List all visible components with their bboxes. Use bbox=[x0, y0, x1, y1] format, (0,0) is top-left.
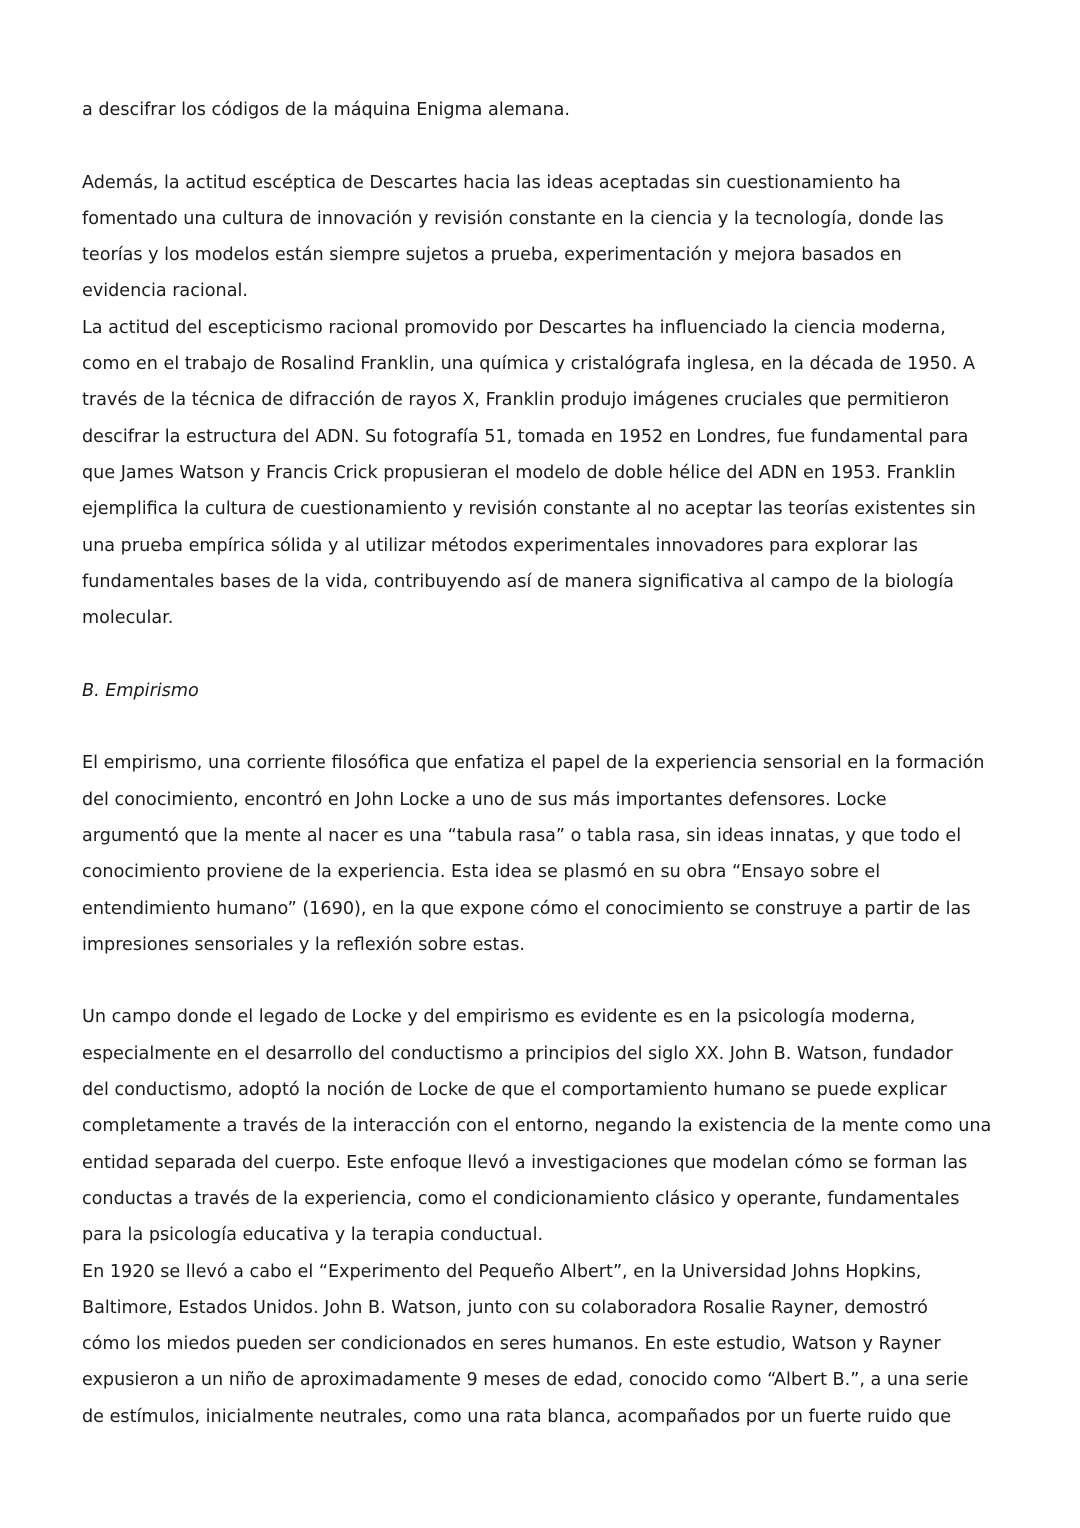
text-line: impresiones sensoriales y la reflexión sobre estas. bbox=[82, 934, 525, 955]
text-line: evidencia racional. bbox=[82, 281, 248, 302]
text-line: argumentó que la mente al nacer es una “tabula rasa” o tabla rasa, sin ideas innatas, y que todo el bbox=[82, 825, 962, 846]
text-line: molecular. bbox=[82, 608, 174, 629]
text-line: El empirismo, una corriente filosófica que enfatiza el papel de la experiencia sensorial en la formación bbox=[82, 753, 985, 774]
paragraph bbox=[82, 745, 1002, 963]
text-line: de estímulos, inicialmente neutrales, como una rata blanca, acompañados por un fuerte ruido que bbox=[82, 1406, 952, 1427]
text-line: fomentado una cultura de innovación y revisión constante en la ciencia y la tecnología, donde las bbox=[82, 208, 944, 229]
text-line: a descifrar los códigos de la máquina Enigma alemana. bbox=[82, 100, 570, 120]
text-line: del conductismo, adoptó la noción de Locke de que el comportamiento humano se puede explicar bbox=[82, 1080, 947, 1101]
text-line: una prueba empírica sólida y al utilizar métodos experimentales innovadores para explorar las bbox=[82, 535, 918, 556]
text-line: ejemplifica la cultura de cuestionamiento y revisión constante al no aceptar las teorías existentes sin bbox=[82, 499, 976, 520]
text-line: expusieron a un niño de aproximadamente 9 meses de edad, conocido como “Albert B.”, a una serie bbox=[82, 1370, 969, 1391]
text-line: que James Watson y Francis Crick propusieran el modelo de doble hélice del ADN en 1953. Franklin bbox=[82, 462, 956, 483]
document-page bbox=[82, 92, 1002, 1435]
text-line: del conocimiento, encontró en John Locke a uno de sus más importantes defensores. Locke bbox=[82, 789, 887, 810]
paragraph-spacer bbox=[82, 128, 1002, 164]
text-line: cómo los miedos pueden ser condicionados en seres humanos. En este estudio, Watson y Rayner bbox=[82, 1334, 941, 1355]
text-line: como en el trabajo de Rosalind Franklin, una química y cristalógrafa inglesa, en la década de 1950. A bbox=[82, 354, 976, 375]
paragraph-spacer bbox=[82, 709, 1002, 745]
text-line: conductas a través de la experiencia, como el condicionamiento clásico y operante, fundamentales bbox=[82, 1188, 960, 1209]
text-line: entendimiento humano” (1690), en la que expone cómo el conocimiento se construye a partir de las bbox=[82, 898, 971, 919]
paragraph-spacer bbox=[82, 636, 1002, 672]
text-line: entidad separada del cuerpo. Este enfoque llevó a investigaciones que modelan cómo se forman las bbox=[82, 1152, 968, 1173]
heading-text: B. Empirismo bbox=[82, 680, 199, 701]
paragraph bbox=[82, 999, 1002, 1253]
text-line: En 1920 se llevó a cabo el “Experimento del Pequeño Albert”, en la Universidad Johns Hopkins, bbox=[82, 1261, 922, 1282]
text-line: Además, la actitud escéptica de Descartes hacia las ideas aceptadas sin cuestionamiento ha bbox=[82, 172, 901, 193]
text-line: través de la técnica de difracción de rayos X, Franklin produjo imágenes cruciales que permitieron bbox=[82, 390, 950, 411]
paragraph bbox=[82, 165, 1002, 310]
text-line: Baltimore, Estados Unidos. John B. Watson, junto con su colaboradora Rosalie Rayner, demostró bbox=[82, 1297, 928, 1318]
text-line: Un campo donde el legado de Locke y del empirismo es evidente es en la psicología moderna, bbox=[82, 1007, 916, 1028]
text-line: descifrar la estructura del ADN. Su fotografía 51, tomada en 1952 en Londres, fue fundamental para bbox=[82, 426, 969, 447]
text-line: La actitud del escepticismo racional promovido por Descartes ha influenciado la ciencia moderna, bbox=[82, 317, 946, 338]
text-line: especialmente en el desarrollo del conductismo a principios del siglo XX. John B. Watson, fundador bbox=[82, 1043, 953, 1064]
text-line: completamente a través de la interacción con el entorno, negando la existencia de la mente como una bbox=[82, 1116, 992, 1137]
text-line: para la psicología educativa y la terapia conductual. bbox=[82, 1225, 544, 1246]
text-line: fundamentales bases de la vida, contribuyendo así de manera significativa al campo de la biología bbox=[82, 571, 954, 592]
section-heading bbox=[82, 673, 1002, 709]
paragraph-spacer bbox=[82, 963, 1002, 999]
paragraph bbox=[82, 92, 1002, 128]
paragraph bbox=[82, 310, 1002, 637]
text-line: teorías y los modelos están siempre sujetos a prueba, experimentación y mejora basados en bbox=[82, 245, 902, 266]
text-line: conocimiento proviene de la experiencia. Esta idea se plasmó en su obra “Ensayo sobre el bbox=[82, 862, 881, 883]
paragraph bbox=[82, 1254, 1002, 1435]
